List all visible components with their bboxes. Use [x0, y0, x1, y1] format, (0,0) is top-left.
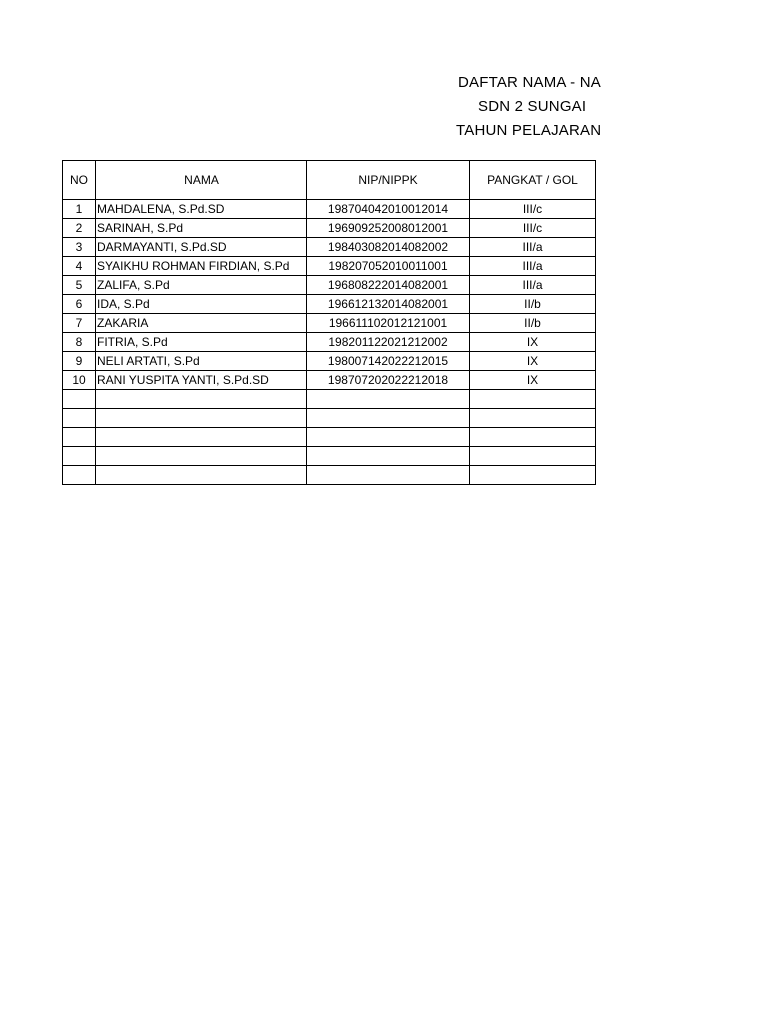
- cell-pangkat-gol: [470, 409, 596, 428]
- column-header-pangkat-gol: PANGKAT / GOL: [470, 161, 596, 200]
- table-row: [63, 428, 596, 447]
- cell-no: [63, 409, 96, 428]
- cell-no: 2: [63, 219, 96, 238]
- table-row: [63, 409, 596, 428]
- cell-nama: ZALIFA, S.Pd: [96, 276, 307, 295]
- column-header-nip: NIP/NIPPK: [307, 161, 470, 200]
- staff-table: [62, 160, 596, 485]
- cell-nama: SARINAH, S.Pd: [96, 219, 307, 238]
- cell-nip: 198707202022212018: [307, 371, 470, 390]
- cell-pangkat-gol: [470, 466, 596, 485]
- cell-pangkat-gol: III/c: [470, 219, 596, 238]
- table-row: [63, 371, 596, 390]
- academic-year: TAHUN PELAJARAN: [456, 122, 602, 139]
- cell-nip: [307, 409, 470, 428]
- cell-pangkat-gol: IX: [470, 352, 596, 371]
- cell-nip: 198704042010012014: [307, 200, 470, 219]
- table-row: [63, 333, 596, 352]
- cell-nama: SYAIKHU ROHMAN FIRDIAN, S.Pd: [96, 257, 307, 276]
- document-title: DAFTAR NAMA - NA: [458, 74, 601, 91]
- cell-no: 3: [63, 238, 96, 257]
- cell-no: [63, 447, 96, 466]
- column-header-nama: NAMA: [96, 161, 307, 200]
- table-body: [63, 200, 596, 485]
- cell-nip: 198201122021212002: [307, 333, 470, 352]
- table-row: [63, 257, 596, 276]
- table-header-row: [63, 161, 596, 200]
- cell-no: 7: [63, 314, 96, 333]
- cell-nama: [96, 466, 307, 485]
- cell-pangkat-gol: [470, 428, 596, 447]
- table-row: [63, 466, 596, 485]
- table-row: [63, 238, 596, 257]
- cell-nip: 196808222014082001: [307, 276, 470, 295]
- cell-nama: FITRIA, S.Pd: [96, 333, 307, 352]
- cell-nama: IDA, S.Pd: [96, 295, 307, 314]
- cell-nip: 198207052010011001: [307, 257, 470, 276]
- table-row: [63, 276, 596, 295]
- cell-pangkat-gol: II/b: [470, 295, 596, 314]
- cell-nip: [307, 466, 470, 485]
- table-row: [63, 314, 596, 333]
- table-row: [63, 295, 596, 314]
- cell-no: 1: [63, 200, 96, 219]
- school-name: SDN 2 SUNGAI: [478, 98, 587, 115]
- cell-pangkat-gol: III/a: [470, 257, 596, 276]
- cell-nip: 196611102012121001: [307, 314, 470, 333]
- cell-no: 9: [63, 352, 96, 371]
- cell-no: 10: [63, 371, 96, 390]
- cell-pangkat-gol: [470, 447, 596, 466]
- cell-no: 4: [63, 257, 96, 276]
- cell-no: [63, 466, 96, 485]
- cell-nama: [96, 447, 307, 466]
- cell-no: 6: [63, 295, 96, 314]
- cell-nama: [96, 428, 307, 447]
- cell-nip: [307, 428, 470, 447]
- cell-pangkat-gol: II/b: [470, 314, 596, 333]
- cell-nip: 198403082014082002: [307, 238, 470, 257]
- cell-nama: DARMAYANTI, S.Pd.SD: [96, 238, 307, 257]
- cell-nama: [96, 390, 307, 409]
- table-row: [63, 219, 596, 238]
- cell-pangkat-gol: [470, 390, 596, 409]
- cell-nip: 198007142022212015: [307, 352, 470, 371]
- cell-nama: MAHDALENA, S.Pd.SD: [96, 200, 307, 219]
- table-row: [63, 200, 596, 219]
- cell-pangkat-gol: III/a: [470, 238, 596, 257]
- cell-no: 5: [63, 276, 96, 295]
- cell-nip: 196612132014082001: [307, 295, 470, 314]
- cell-nama: [96, 409, 307, 428]
- table-row: [63, 390, 596, 409]
- cell-pangkat-gol: IX: [470, 371, 596, 390]
- cell-no: 8: [63, 333, 96, 352]
- cell-nama: RANI YUSPITA YANTI, S.Pd.SD: [96, 371, 307, 390]
- cell-pangkat-gol: III/a: [470, 276, 596, 295]
- column-header-no: NO: [63, 161, 96, 200]
- cell-nama: ZAKARIA: [96, 314, 307, 333]
- cell-nip: [307, 447, 470, 466]
- cell-nip: 196909252008012001: [307, 219, 470, 238]
- cell-pangkat-gol: IX: [470, 333, 596, 352]
- table-row: [63, 447, 596, 466]
- cell-nama: NELI ARTATI, S.Pd: [96, 352, 307, 371]
- table-row: [63, 352, 596, 371]
- cell-no: [63, 390, 96, 409]
- cell-pangkat-gol: III/c: [470, 200, 596, 219]
- cell-nip: [307, 390, 470, 409]
- cell-no: [63, 428, 96, 447]
